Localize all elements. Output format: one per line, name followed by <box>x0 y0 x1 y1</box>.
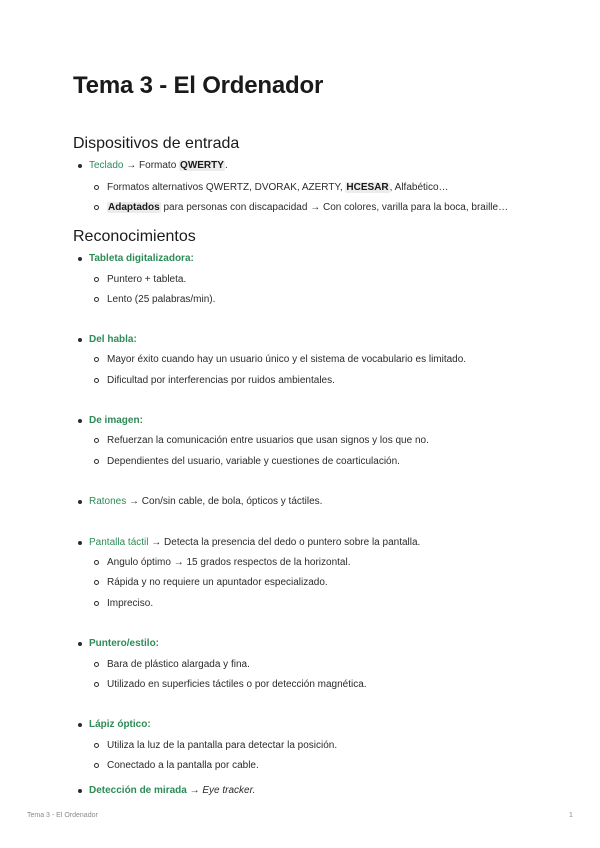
footer-title: Tema 3 - El Ordenador <box>27 812 98 819</box>
bullet <box>78 541 82 545</box>
code-qwerty: QWERTY <box>180 160 224 171</box>
teclado-end: . <box>224 160 228 171</box>
term-ratones: Ratones <box>89 496 127 507</box>
list-item-adaptados <box>107 201 508 214</box>
term-pantalla: Pantalla táctil <box>89 537 149 548</box>
sub-text: Lento (25 palabras/min). <box>107 294 216 305</box>
bullet <box>94 357 99 362</box>
sub-text: Conectado a la pantalla por cable. <box>107 760 259 771</box>
formatos-text: Formatos alternativos QWERTZ, DVORAK, AZERTY, <box>107 182 346 193</box>
ratones-text: → Con/sin cable, de bola, ópticos y táctiles. <box>126 496 323 507</box>
list-item-tableta <box>89 252 194 265</box>
bullet <box>94 438 99 443</box>
sub-text: Mayor éxito cuando hay un usuario único y el sistema de vocabulario es limitado. <box>107 354 467 365</box>
bullet <box>78 419 82 423</box>
bullet <box>94 205 99 210</box>
bullet <box>78 723 82 727</box>
list-item-sub <box>107 658 250 671</box>
bullet <box>94 743 99 748</box>
term-habla: Del habla: <box>89 334 137 345</box>
sub-text: Dependientes del usuario, variable y cuestiones de coarticulación. <box>107 456 400 467</box>
bullet <box>94 297 99 302</box>
list-item-sub <box>107 556 350 569</box>
sub-text: Utilizado en superficies táctiles o por detección magnética. <box>107 679 367 690</box>
mirada-italic: Eye tracker. <box>202 785 256 796</box>
bullet <box>94 277 99 282</box>
term-teclado: Teclado <box>89 160 124 171</box>
list-item-teclado <box>89 159 228 172</box>
term-tableta: Tableta digitalizadora: <box>89 253 194 264</box>
pantalla-text: → Detecta la presencia del dedo o puntero sobre la pantalla. <box>148 537 421 548</box>
bullet <box>78 338 82 342</box>
bullet <box>94 662 99 667</box>
sub-text: Rápida y no requiere un apuntador especializado. <box>107 577 328 588</box>
list-item-sub <box>107 759 259 772</box>
list-item-sub <box>107 678 367 691</box>
bullet <box>94 580 99 585</box>
list-item-sub <box>107 374 335 387</box>
list-item-sub <box>107 273 186 286</box>
list-item-mirada <box>89 784 255 797</box>
bullet <box>94 459 99 464</box>
page-title: Tema 3 - El Ordenador <box>73 72 324 99</box>
bullet <box>78 257 82 261</box>
code-hcesar: HCESAR <box>346 182 389 193</box>
sub-text: Impreciso. <box>107 598 154 609</box>
list-item-sub <box>107 597 153 610</box>
teclado-text: → Formato <box>123 160 180 171</box>
list-item-sub <box>107 576 328 589</box>
term-puntero: Puntero/estilo: <box>89 638 160 649</box>
list-item-sub <box>107 455 400 468</box>
list-item-sub <box>107 293 215 306</box>
mirada-text: → <box>186 785 203 796</box>
list-item-formatos <box>107 181 449 194</box>
bullet <box>94 682 99 687</box>
term-imagen: De imagen: <box>89 415 143 426</box>
list-item-imagen <box>89 414 143 427</box>
term-lapiz: Lápiz óptico: <box>89 719 151 730</box>
section-heading-reconocimientos: Reconocimientos <box>73 228 196 245</box>
bullet <box>94 763 99 768</box>
sub-text: Dificultad por interferencias por ruidos ambientales. <box>107 375 335 386</box>
bullet <box>78 164 82 168</box>
bullet <box>94 560 99 565</box>
term-mirada: Detección de mirada <box>89 785 187 796</box>
adaptados-text: para personas con discapacidad → Con colores, varilla para la boca, braille… <box>160 202 509 213</box>
list-item-habla <box>89 333 137 346</box>
code-adaptados: Adaptados <box>108 202 160 213</box>
sub-text: Puntero + tableta. <box>107 274 187 285</box>
list-item-puntero <box>89 637 159 650</box>
list-item-sub <box>107 353 466 366</box>
sub-text: Bara de plástico alargada y fina. <box>107 659 250 670</box>
list-item-pantalla <box>89 536 420 549</box>
bullet <box>78 500 82 504</box>
list-item-ratones <box>89 495 322 508</box>
bullet <box>94 185 99 190</box>
page-number: 1 <box>569 812 573 819</box>
section-heading-entrada: Dispositivos de entrada <box>73 135 240 152</box>
sub-text: Refuerzan la comunicación entre usuarios que usan signos y los que no. <box>107 435 429 446</box>
bullet <box>94 378 99 383</box>
bullet <box>78 642 82 646</box>
sub-text: Angulo óptimo → 15 grados respectos de la horizontal. <box>107 557 351 568</box>
bullet <box>94 601 99 606</box>
list-item-lapiz <box>89 718 151 731</box>
sub-text: Utiliza la luz de la pantalla para detectar la posición. <box>107 740 338 751</box>
list-item-sub <box>107 739 337 752</box>
bullet <box>78 789 82 793</box>
list-item-sub <box>107 434 429 447</box>
formatos-post: , Alfabético… <box>389 182 449 193</box>
